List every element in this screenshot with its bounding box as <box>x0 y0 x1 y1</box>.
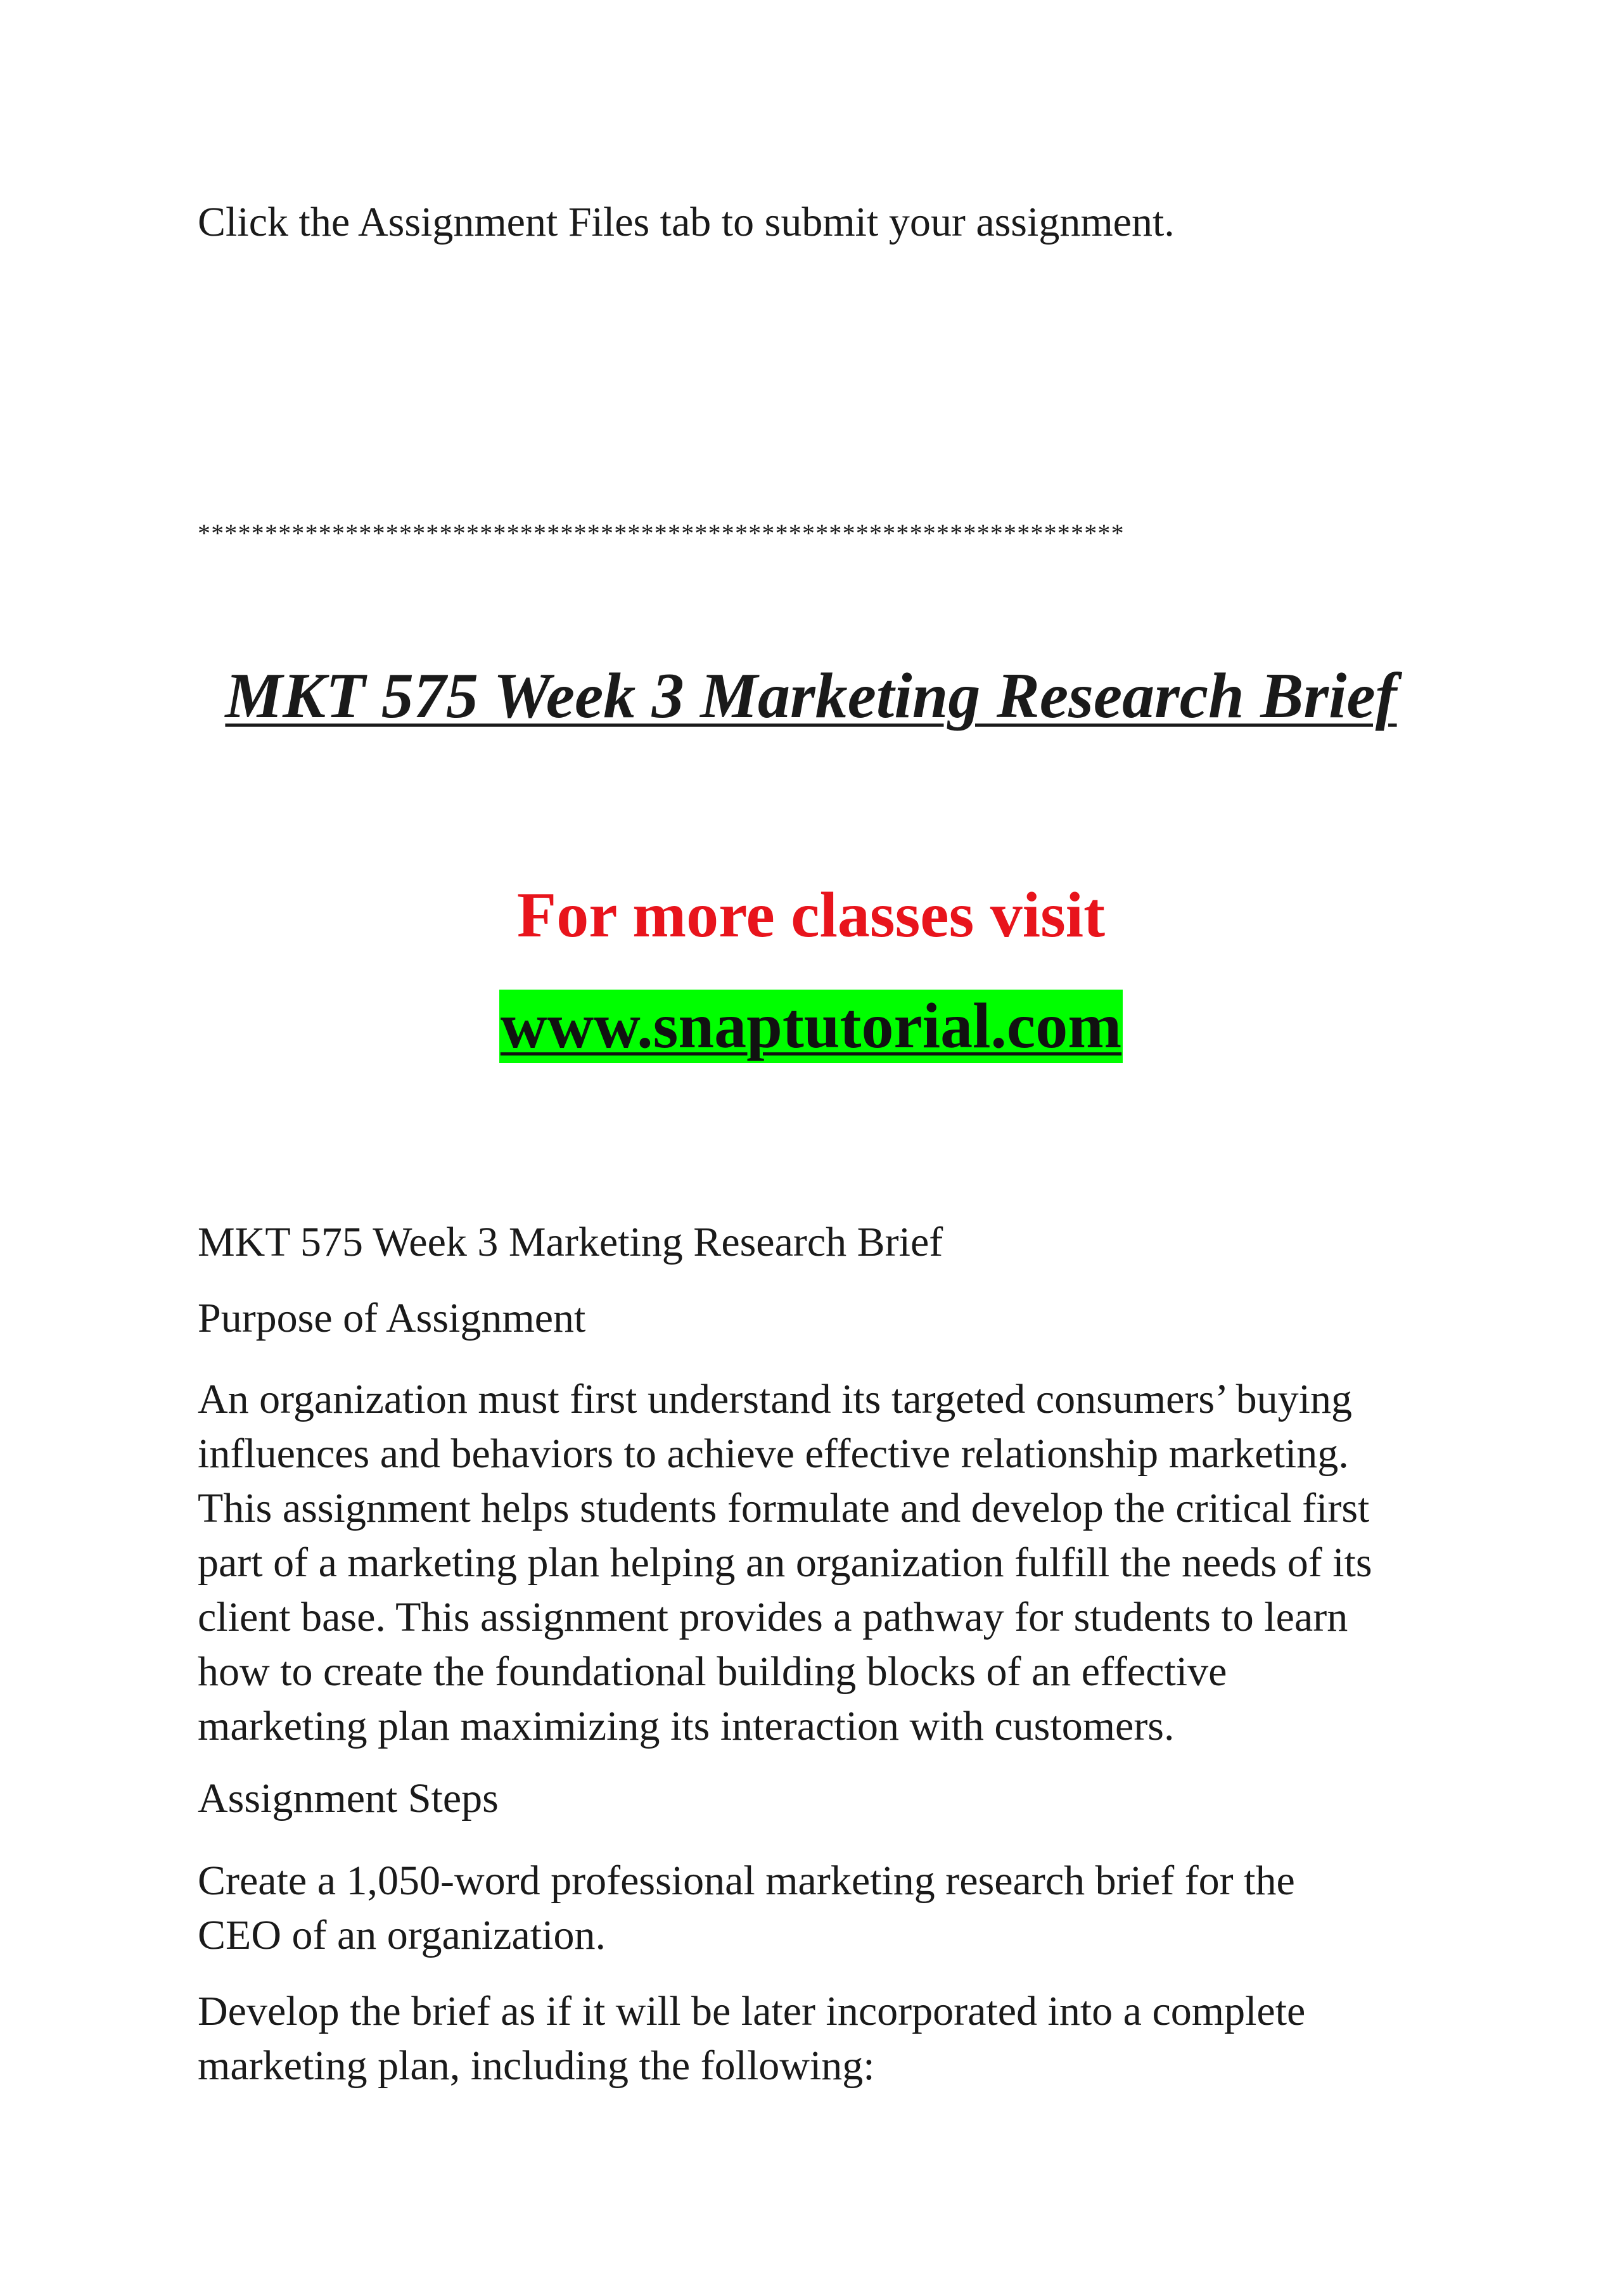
purpose-line: client base. This assignment provides a pathway for students to learn <box>198 1594 1348 1640</box>
course-title: MKT 575 Week 3 Marketing Research Brief <box>198 1219 943 1265</box>
intro-instruction: Click the Assignment Files tab to submit your assignment. <box>198 199 1175 245</box>
steps-line: Create a 1,050-word professional marketing research brief for the <box>198 1858 1295 1904</box>
steps-heading: Assignment Steps <box>198 1775 499 1821</box>
promo-link-container <box>0 990 1622 1063</box>
develop-line: Develop the brief as if it will be later incorporated into a complete <box>198 1988 1306 2034</box>
document-heading: MKT 575 Week 3 Marketing Research Brief <box>225 660 1397 732</box>
promo-text: For more classes visit <box>516 879 1106 951</box>
purpose-line: part of a marketing plan helping an organization fulfill the needs of its <box>198 1540 1372 1586</box>
develop-line: marketing plan, including the following: <box>198 2043 875 2089</box>
purpose-line: marketing plan maximizing its interaction with customers. <box>198 1703 1175 1749</box>
purpose-line: An organization must first understand its targeted consumers’ buying <box>198 1376 1352 1422</box>
separator-line: ********************************************************************* <box>198 519 1125 547</box>
steps-line: CEO of an organization. <box>198 1912 606 1958</box>
purpose-line: how to create the foundational building blocks of an effective <box>198 1649 1227 1695</box>
steps-paragraph <box>198 1854 1295 1963</box>
purpose-line: influences and behaviors to achieve effective relationship marketing. <box>198 1431 1349 1477</box>
purpose-paragraph <box>198 1372 1372 1754</box>
promo-link[interactable]: www.snaptutorial.com <box>499 990 1123 1063</box>
purpose-line: This assignment helps students formulate and develop the critical first <box>198 1485 1370 1531</box>
develop-paragraph <box>198 1984 1305 2093</box>
purpose-heading: Purpose of Assignment <box>198 1295 586 1341</box>
